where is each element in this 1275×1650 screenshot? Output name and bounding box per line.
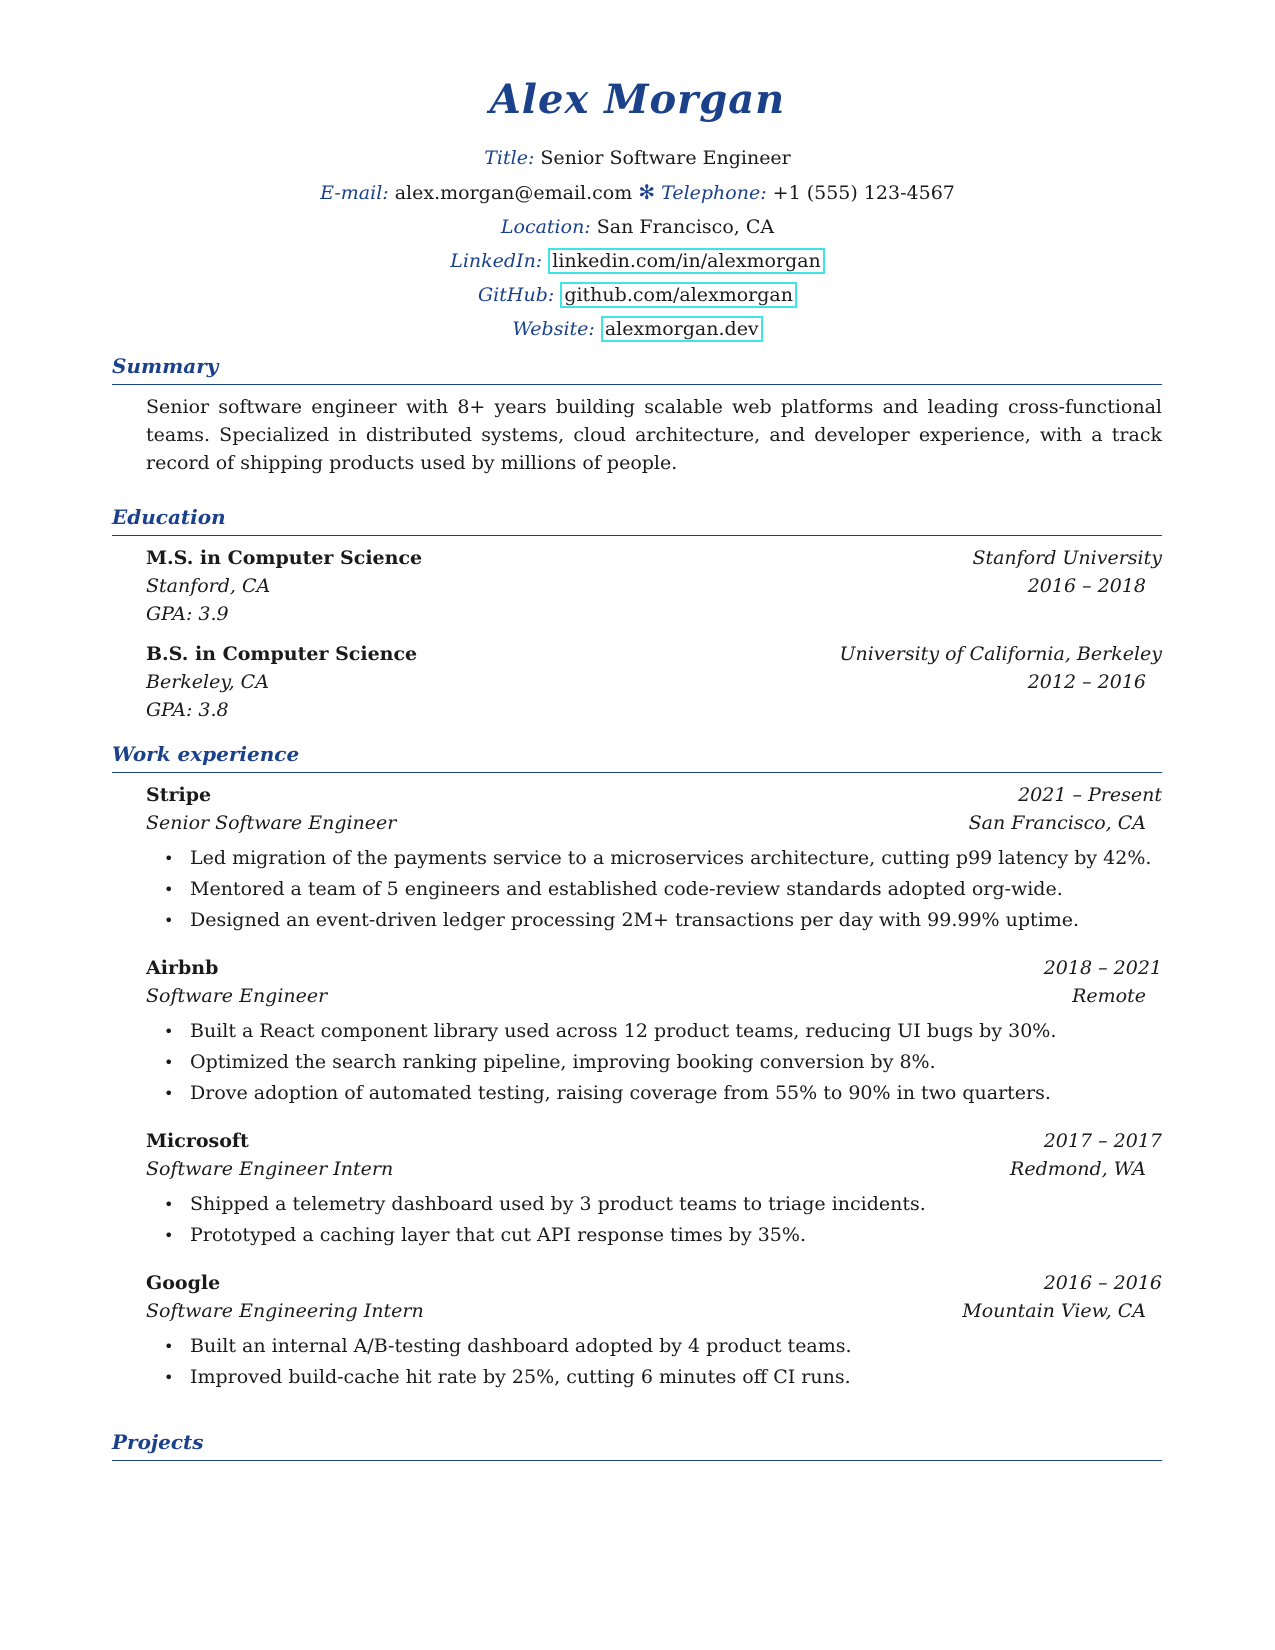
bullet-item: • Led migration of the payments service to a microservices architecture, cutting p99 latency by 42%. [190,843,1162,874]
job-dates: 2016 – 2016 [1043,1272,1162,1294]
education-entry [146,544,1162,628]
gpa: GPA: 3.8 [146,699,229,721]
job-bullets [146,1189,1162,1251]
github-link[interactable]: github.com/alexmorgan [560,282,797,308]
email-phone-line [0,175,1275,210]
education-section [112,505,1162,724]
work-heading: Work experience [112,742,1162,773]
website-line [0,312,1275,346]
linkedin-line [0,244,1275,278]
bullet-item: • Designed an event-driven ledger processing 2M+ transactions per day with 99.99% uptime. [190,905,1162,936]
company: Microsoft [146,1130,249,1152]
linkedin-label: LinkedIn: [450,250,543,272]
job-role: Senior Software Engineer [146,812,397,834]
job-dates: 2018 – 2021 [1043,957,1162,979]
job-entry [146,954,1162,1109]
company: Stripe [146,784,212,806]
bullet-item: • Optimized the search ranking pipeline, improving booking conversion by 8%. [190,1047,1162,1078]
school: Stanford University [972,547,1162,569]
gpa: GPA: 3.9 [146,603,229,625]
projects-heading: Projects [112,1430,1162,1461]
degree: M.S. in Computer Science [146,547,423,569]
education-entry [146,640,1162,724]
school: University of California, Berkeley [839,643,1162,665]
job-role: Software Engineer Intern [146,1158,394,1180]
summary-section [112,354,1162,477]
job-entry [146,781,1162,936]
candidate-name: Alex Morgan [489,76,786,123]
bullet-item: • Built an internal A/B-testing dashboard adopted by 4 product teams. [190,1331,1162,1362]
projects-section [112,1430,1162,1461]
title-line [0,141,1275,175]
job-dates: 2017 – 2017 [1043,1130,1162,1152]
school-location: Stanford, CA [146,575,271,597]
resume-header [0,76,1275,346]
job-entry [146,1269,1162,1393]
job-location: San Francisco, CA [968,812,1146,834]
location-value: San Francisco, CA [596,216,775,238]
job-location: Redmond, WA [1010,1158,1146,1180]
education-heading: Education [112,505,1162,536]
degree: B.S. in Computer Science [146,643,418,665]
job-location: Remote [1072,985,1146,1007]
education-dates: 2012 – 2016 [1027,671,1146,693]
bullet-item: • Improved build-cache hit rate by 25%, cutting 6 minutes off CI runs. [190,1362,1162,1393]
location-line [0,210,1275,244]
website-label: Website: [512,318,595,340]
github-label: GitHub: [478,284,555,306]
summary-text: Senior software engineer with 8+ years building scalable web platforms and leading cross-functional teams. Specialized in distributed systems, cloud architecture, and developer experience, with a track record of shipping products used by millions of people. [146,396,1162,474]
job-entry [146,1127,1162,1251]
education-dates: 2016 – 2018 [1027,575,1146,597]
bullet-item: • Prototyped a caching layer that cut API response times by 35%. [190,1220,1162,1251]
title-value: Senior Software Engineer [540,147,791,169]
job-role: Software Engineer [146,985,328,1007]
website-link[interactable]: alexmorgan.dev [601,316,763,342]
job-bullets [146,1016,1162,1109]
job-bullets [146,843,1162,936]
bullet-item: • Shipped a telemetry dashboard used by 3 product teams to triage incidents. [190,1189,1162,1220]
bullet-item: • Mentored a team of 5 engineers and established code-review standards adopted org-wide. [190,874,1162,905]
phone-value: +1 (555) 123-4567 [772,182,955,204]
work-section [112,742,1162,1393]
github-line [0,278,1275,312]
summary-heading: Summary [112,354,1162,385]
job-dates: 2021 – Present [1018,784,1162,806]
title-label: Title: [484,147,535,169]
school-location: Berkeley, CA [146,671,269,693]
bullet-item: • Built a React component library used across 12 product teams, reducing UI bugs by 30%. [190,1016,1162,1047]
job-bullets [146,1331,1162,1393]
job-location: Mountain View, CA [962,1300,1146,1322]
company: Airbnb [146,957,219,979]
location-label: Location: [500,216,591,238]
phone-label: Telephone: [661,182,767,204]
job-role: Software Engineering Intern [146,1300,424,1322]
asterisk-separator-icon: ✻ [638,180,656,204]
company: Google [146,1272,221,1294]
email-value[interactable]: alex.morgan@email.com [394,182,633,204]
email-label: E-mail: [320,182,389,204]
linkedin-link[interactable]: linkedin.com/in/alexmorgan [548,248,825,274]
bullet-item: • Drove adoption of automated testing, raising coverage from 55% to 90% in two quarters. [190,1078,1162,1109]
